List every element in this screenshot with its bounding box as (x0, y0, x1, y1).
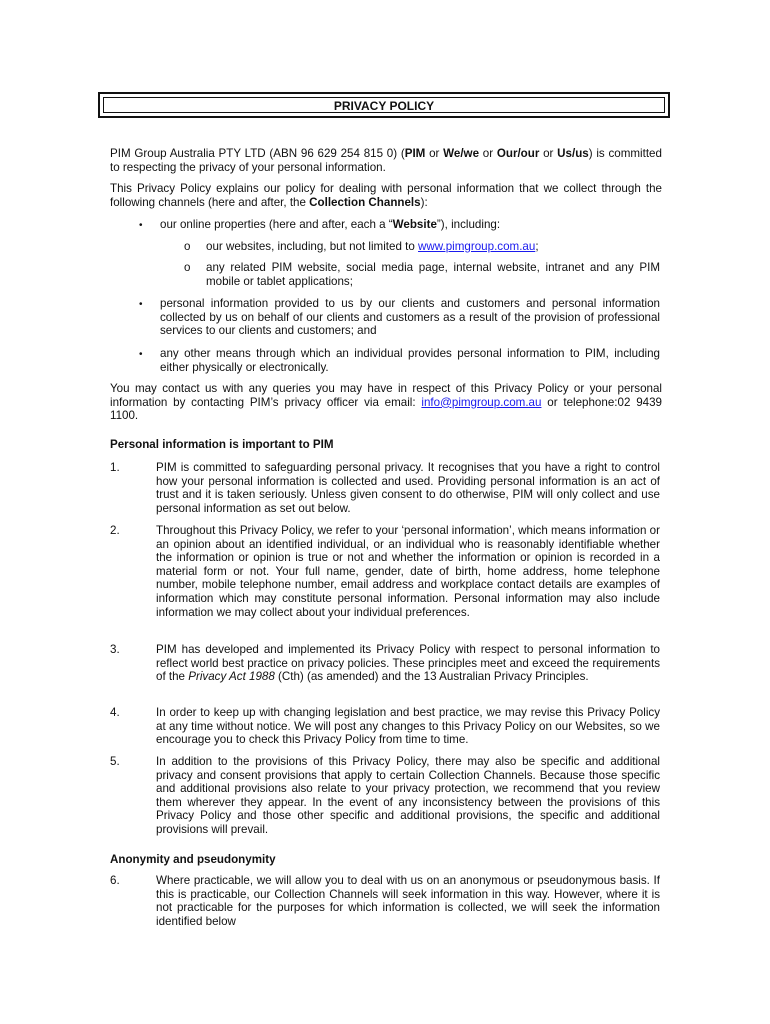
email-link[interactable]: info@pimgroup.com.au (421, 395, 542, 409)
contact-text: You may contact us with any queries you may have in respect of this Privacy Policy or your personal information by contacting PIM’s privacy officer via email: (110, 382, 662, 409)
subbullet-item-related-sites: any related PIM website, social media page, internal website, intranet and any PIM mobile or tablet applications; (206, 261, 660, 288)
page-title: PRIVACY POLICY (103, 97, 665, 113)
intro-paragraph (110, 147, 662, 174)
item-number: 2. (110, 524, 120, 537)
contact-text: or telephone:02 9439 1100. (110, 395, 662, 423)
subbullet-item-websites (206, 240, 660, 254)
subbullet-icon: o (184, 240, 191, 253)
bullet-item-other-means: any other means through which an individual provides personal information to PIM, including either physically or electronically. (160, 347, 660, 374)
item-number: 6. (110, 874, 120, 887)
item-3-text-part: (Cth) (as amended) and the 13 Australian Privacy Principles. (274, 670, 589, 684)
explanation-text: This Privacy Policy explains our policy for dealing with personal information that we collect through the following channels (here and after, the (110, 182, 662, 209)
intro-text: PIM Group Australia PTY LTD (ABN 96 629 254 815 0) ( (110, 147, 405, 160)
intro-bold-us: Us/us (557, 147, 589, 160)
bullet-item-online-properties (160, 218, 660, 232)
website-link[interactable]: www.pimgroup.com.au (418, 240, 536, 253)
intro-bold-pim: PIM (404, 147, 426, 160)
explanation-paragraph (110, 182, 662, 209)
bullet-icon: • (139, 299, 143, 310)
contact-paragraph (110, 382, 662, 423)
item-number: 4. (110, 706, 120, 719)
intro-text: or (479, 147, 497, 160)
collection-channels-term: Collection Channels (309, 195, 421, 209)
explanation-text: ): (420, 195, 428, 209)
intro-text: or (539, 147, 558, 160)
item-number: 5. (110, 755, 120, 768)
intro-text: or (425, 147, 444, 160)
item-1-text: PIM is committed to safeguarding personal privacy. It recognises that you have a right to control how your personal information is collected and used. Providing personal information is an act of trust and it is taken seriously. Unless given consent to do otherwise, PIM will only collect and use personal information as set out below. (156, 461, 660, 515)
bullet-icon: • (139, 349, 143, 360)
item-5-text: In addition to the provisions of this Privacy Policy, there may also be specific and additional privacy and consent provisions that apply to certain Collection Channels. Because those specific and additional provisions also relate to your privacy protection, we recommend that you review them wherever they appear. In the event of any inconsistency between the provisions of this Privacy Policy and those other specific and additional provisions, the specific and additional provisions will prevail. (156, 755, 660, 836)
title-box (98, 92, 670, 118)
item-number: 3. (110, 643, 120, 656)
bullet-item-client-information: personal information provided to us by our clients and customers and personal information collected by us on behalf of our clients and customers as a result of the provision of professional services to our clients and customers; and (160, 297, 660, 338)
subbullet-text: ; (535, 240, 539, 253)
bullet-icon: • (139, 220, 143, 231)
section-heading-personal-information: Personal information is important to PIM (110, 438, 334, 451)
intro-bold-our: Our/our (496, 147, 540, 160)
privacy-act-title: Privacy Act 1988 (188, 670, 275, 684)
bullet-text: our online properties (here and after, each a “ (160, 218, 393, 231)
section-heading-anonymity: Anonymity and pseudonymity (110, 853, 276, 866)
bullet-text: ”), including: (436, 218, 501, 231)
item-3-text-part: PIM has developed and implemented its Privacy Policy with respect to personal information to reflect world best practice on privacy policies. These principles meet and exceed the requirements of the (156, 643, 660, 684)
item-3-text (156, 643, 660, 684)
item-number: 1. (110, 461, 120, 474)
subbullet-text: our websites, including, but not limited to (206, 240, 419, 253)
item-2-text: Throughout this Privacy Policy, we refer to your ‘personal information’, which means information or an opinion about an identified individual, or an individual who is reasonably identifiable whether the information or opinion is true or not and whether the information or opinion is recorded in a material form or not. Your full name, gender, date of birth, home address, home telephone number, mobile telephone number, email address and workplace contact details are examples of information which may constitute personal information. Personal information may also include information we may collect about your individual preferences. (156, 524, 660, 619)
subbullet-icon: o (184, 261, 191, 274)
website-term: Website (392, 218, 437, 231)
item-4-text: In order to keep up with changing legislation and best practice, we may revise this Privacy Policy at any time without notice. We will post any changes to this Privacy Policy on our Websites, so we encourage you to check this Privacy Policy from time to time. (156, 706, 660, 747)
intro-bold-we: We/we (443, 147, 480, 160)
item-6-text: Where practicable, we will allow you to deal with us on an anonymous or pseudonymous basis. If this is practicable, our Collection Channels will seek information in this way. However, where it is not practicable for the purposes for which information is collected, we will seek the information identified below (156, 874, 660, 928)
intro-text: ) is committed to respecting the privacy of your personal information. (110, 147, 662, 174)
